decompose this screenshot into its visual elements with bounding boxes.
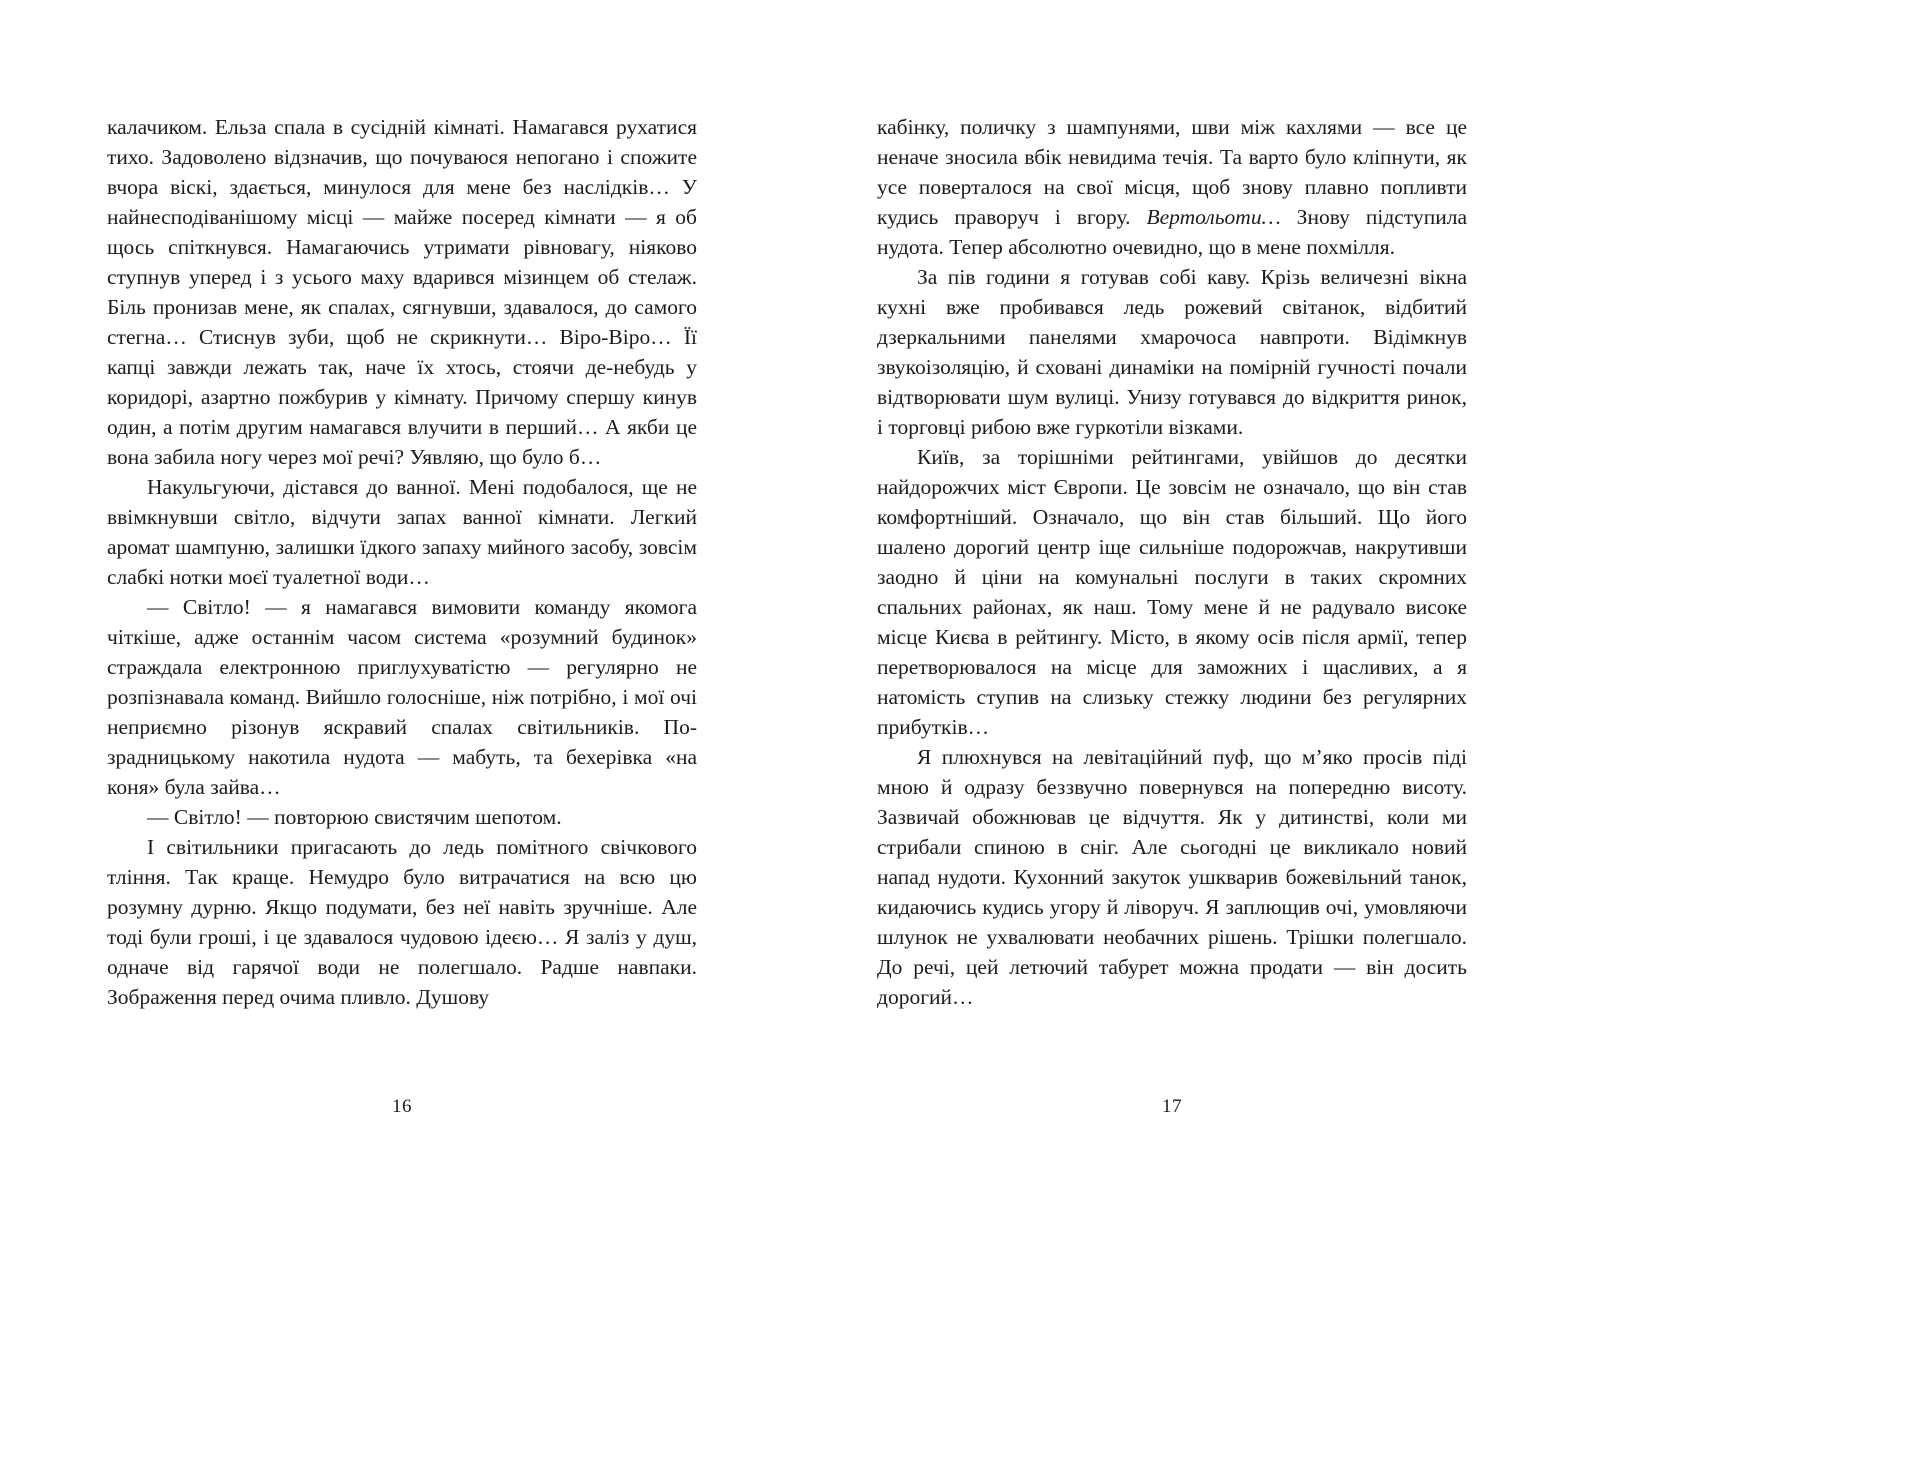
paragraph — [877, 112, 1467, 262]
paragraph: Накульгуючи, дістався до ванної. Мені подобалося, ще не ввімкнувши світло, відчути запах ванної кімнати. Легкий аромат шампуню, залишки їдкого запаху мийного засобу, зовсім слабкі нотки моєї туалетної води… — [107, 475, 697, 589]
paragraph-text: Знову підступила нудота. Тепер абсолютно очевидно, що в мене похмілля. — [877, 205, 1467, 259]
paragraph: Я плюхнувся на левітаційний пуф, що м’яко просів піді мною й одразу беззвучно повернувся на попередню висоту. Зазвичай обожнював це відчуття. Як у дитинстві, коли ми стрибали спиною в сніг. Але сьогодні це викликало новий напад нудоти. Кухонний закуток ушкварив божевільний танок, кидаючись кудись угору й ліворуч. Я заплющив очі, умовляючи шлунок не ухвалювати необачних рішень. Трішки полегшало. До речі, цей летючий табурет можна продати — він досить дорогий… — [877, 745, 1467, 1009]
paragraph-dialogue: — Світло! — повторюю свистячим шепотом. — [147, 805, 562, 829]
page-right-text-block — [877, 112, 1467, 1012]
paragraph: калачиком. Ельза спала в сусідній кімнаті. Намагався рухатися тихо. Задоволено відзначив, що почуваюся непогано і спожите вчора віскі, здається, минулося для мене без наслідків… У найнесподіванішому місці — майже посеред кімнати — я об щось спіткнувся. Намагаючись утримати рівновагу, ніяково ступнув уперед і з усього маху вдарився мізинцем об стелаж. Біль пронизав мене, як спалах, сягнувши, здавалося, до самого стегна… Стиснув зуби, щоб не скрикнути… Віро-Віро… Її капці завжди лежать так, наче їх хтось, стоячи де-небудь у коридорі, азартно пожбурив у кімнату. Причому спершу кинув один, а потім другим намагався влучити в перший… А якби це вона забила ногу через мої речі? Уявляю, що було б… — [107, 115, 697, 469]
paragraph-text: кабінку, поличку з шампунями, шви між кахлями — все це неначе зносила вбік невидима течія. Та варто було кліпнути, як усе поверталося на свої місця, щоб знову плавно попливти кудись праворуч і вгору. — [877, 115, 1467, 229]
paragraph: За пів години я готував собі каву. Крізь величезні вікна кухні вже пробивався ледь рожевий світанок, відбитий дзеркальними панелями хмарочоса навпроти. Відімкнув звукоізоляцію, й сховані динаміки на помірній гучності почали відтворювати шум вулиці. Унизу готувався до відкриття ринок, і торговці рибою вже гуркотіли візками. — [877, 265, 1467, 439]
page-left-text-block — [107, 112, 697, 1012]
paragraph-text-italic: Вертольоти… — [1146, 205, 1281, 229]
page-number-left: 16 — [392, 1096, 412, 1117]
page-number-right: 17 — [1162, 1096, 1182, 1117]
paragraph-dialogue: — Світло! — я намагався вимовити команду якомога чіткіше, адже останнім часом система «розумний будинок» страждала електронною приглухуватістю — регулярно не розпізнавала команд. Вийшло голосніше, ніж потрібно, і мої очі неприємно різонув яскравий спалах світильників. По-зрадницькому накотила нудота — мабуть, та бехерівка «на коня» була зайва… — [107, 595, 697, 799]
paragraph: І світильники пригасають до ледь помітного свічкового тління. Так краще. Немудро було витрачатися на всю цю розумну дурню. Якщо подумати, без неї навіть зручніше. Але тоді були гроші, і це здавалося чудовою ідеєю… Я заліз у душ, одначе від гарячої води не полегшало. Радше навпаки. Зображення перед очима пливло. Душову — [107, 835, 697, 1009]
paragraph: Київ, за торішніми рейтингами, увійшов до десятки найдорожчих міст Європи. Це зовсім не означало, що він став комфортніший. Означало, що він став більший. Що його шалено дорогий центр іще сильніше подорожчав, накрутивши заодно й ціни на комунальні послуги в таких скромних спальних районах, як наш. Тому мене й не радувало високе місце Києва в рейтингу. Місто, в якому осів після армії, тепер перетворювалося на місце для заможних і щасливих, а я натомість ступив на слизьку стежку людини без регулярних прибутків… — [877, 445, 1467, 739]
